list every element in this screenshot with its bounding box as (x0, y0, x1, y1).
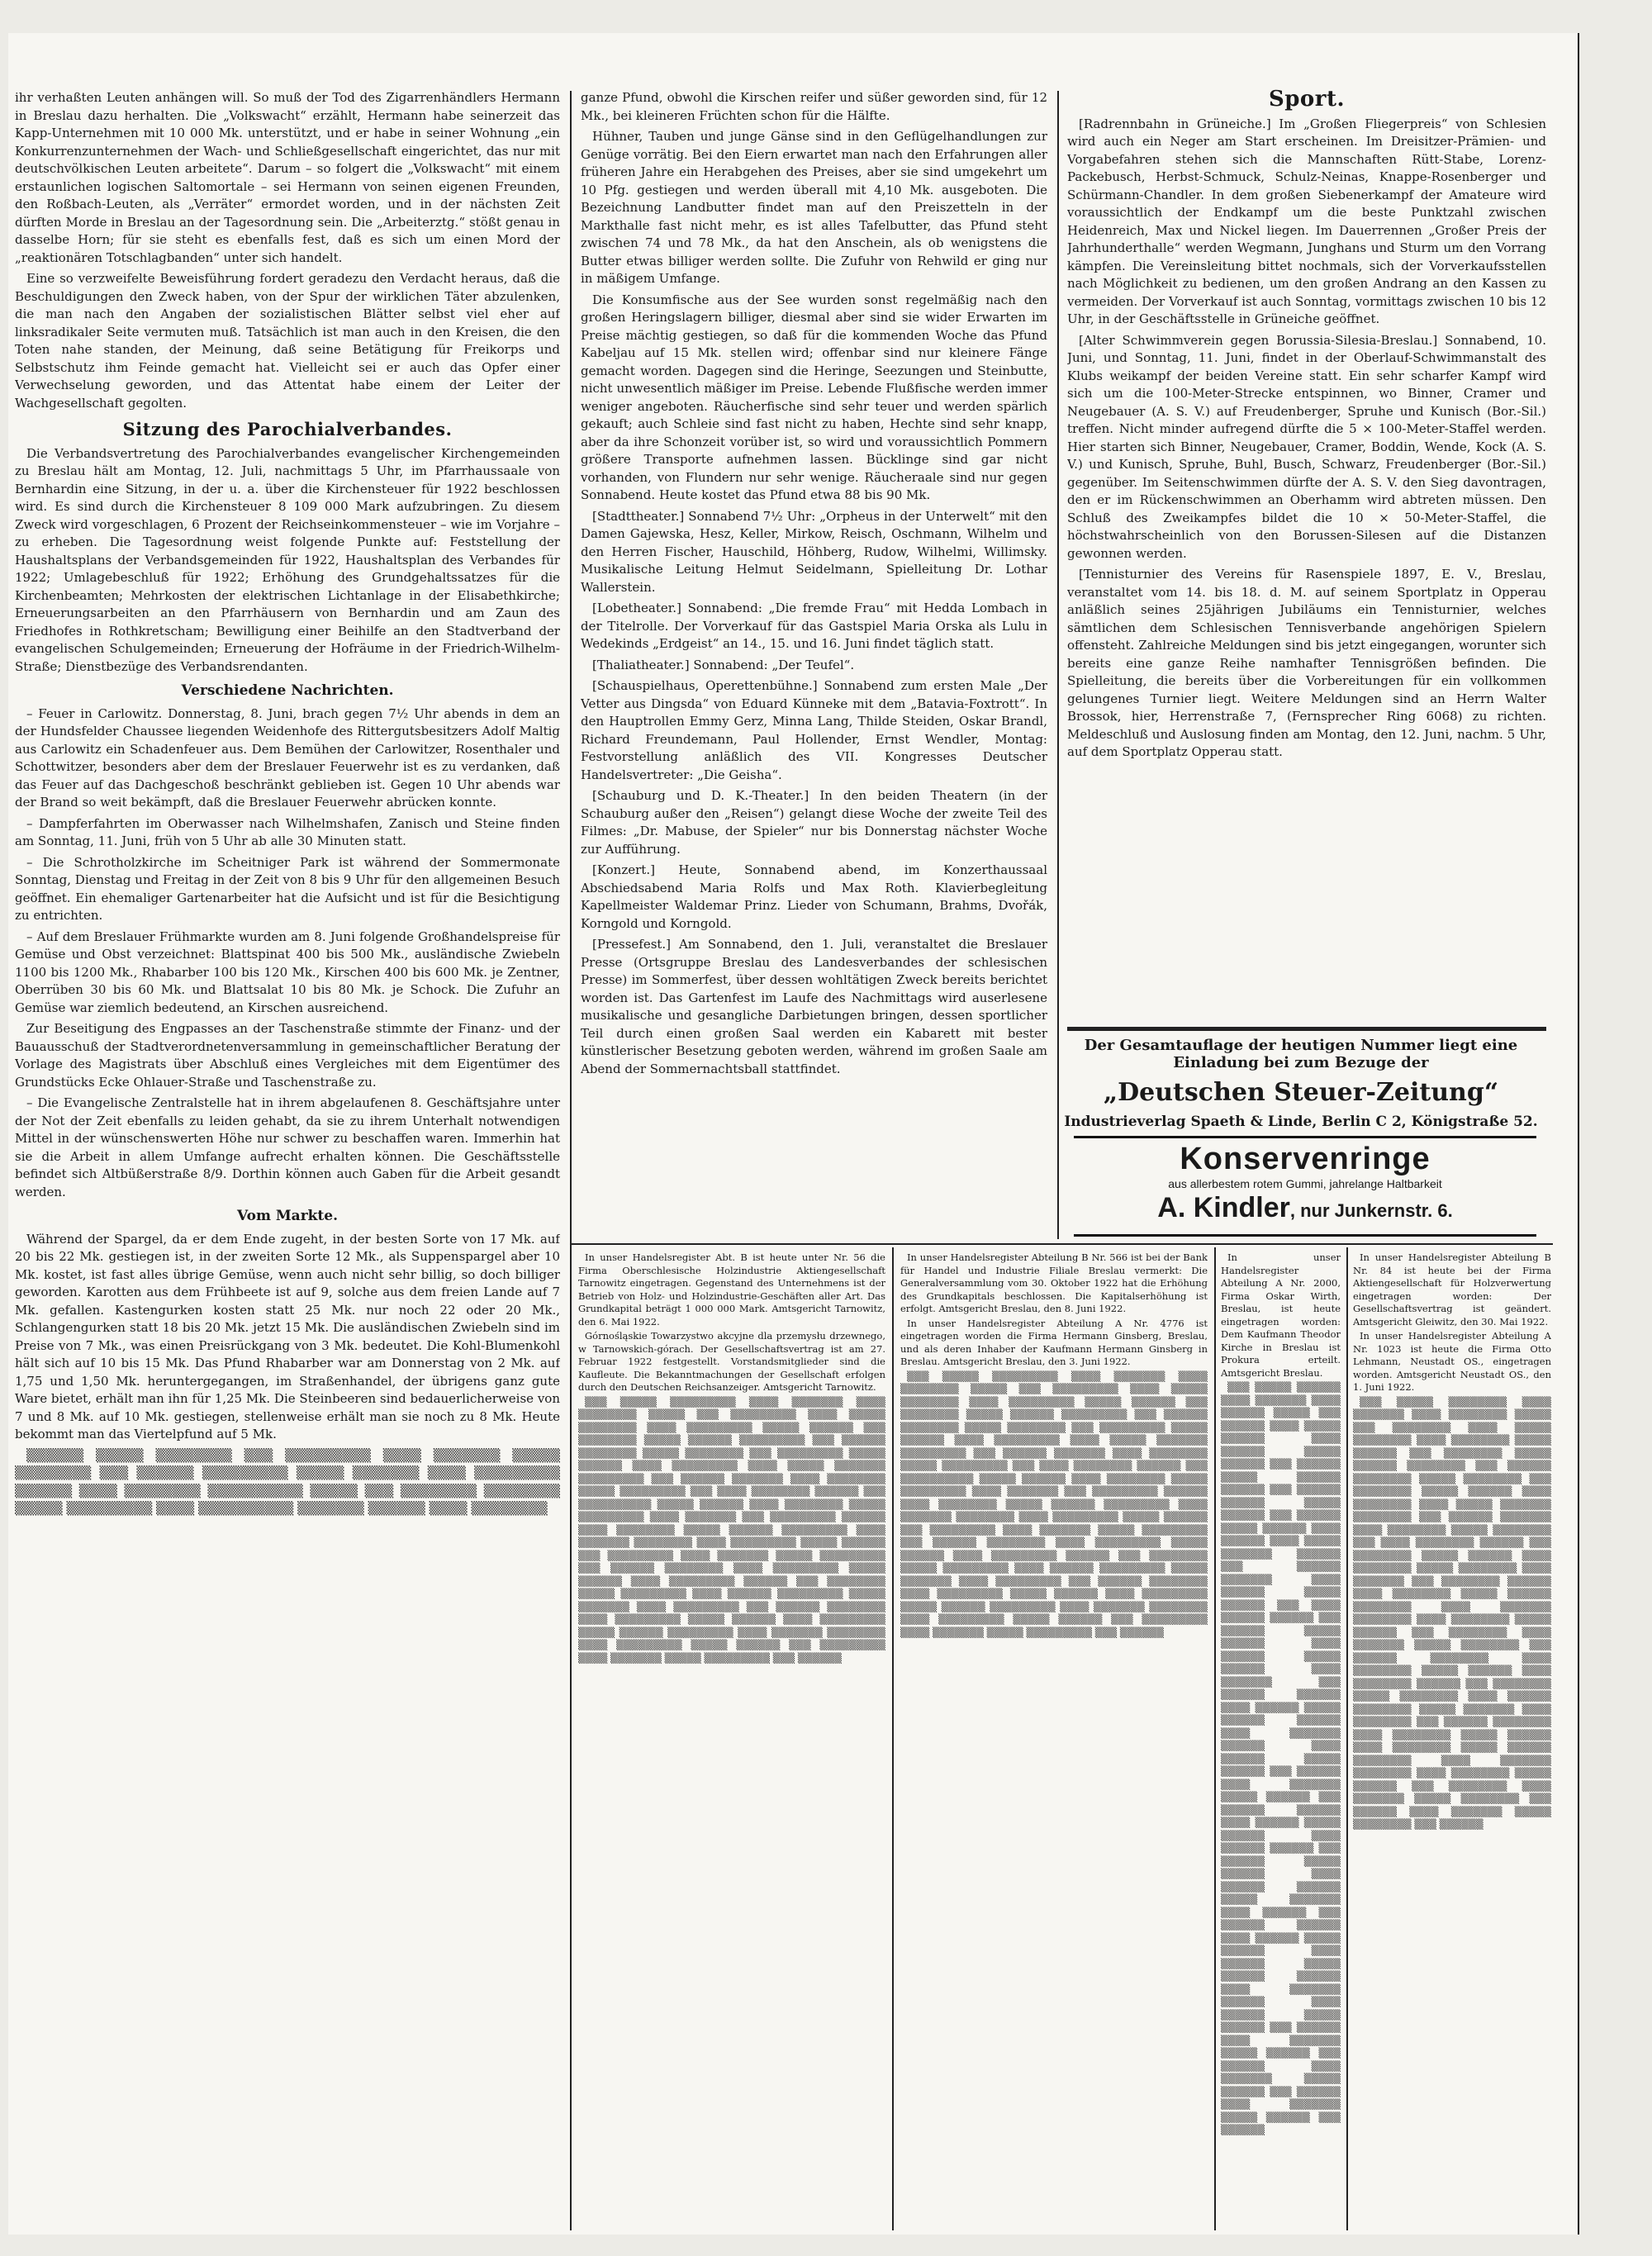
article-intro: ihr verhaßten Leuten anhängen will. So muß der Tod des Zigarrenhändlers Hermann in Breslau dazu herhalten. Die „Volkswacht“ erzählt, Hermann habe seinerzeit das Kapp-Unternehmen mit 10 000 Mk. unterstützt, und er habe in seiner Wohnung „ein Konkurrenzunternehmen der Wach- und Schließgesellschaft eingerichtet, das nur mit deutschvölkischen Leuten arbeitete“. Darum – so folgert die „Volkswacht“ mit einem erstaunlichen logischen Saltomortale – sei Hermann von seinen eigenen Freunden, den Roßbach-Leuten, als „Verräter“ ermordet worden, und in der nächsten Zeit dürften Morde in Breslau an der Tagesordnung sein. Die „Arbeiterztg.“ stößt genau in dasselbe Horn; für sie steht es ebenfalls fest, daß es sich um einen Mord der „reaktionären Totschlagbanden“ unter sich handelt. (15, 90, 560, 265)
section-rule (570, 1243, 1553, 1245)
text-filler: ▒▒▒ ▒▒▒▒▒ ▒▒▒▒▒▒ ▒▒▒▒ ▒▒▒▒▒▒▒ ▒▒▒▒ ▒▒▒▒▒▒ ▒▒▒▒▒ ▒▒▒ ▒▒▒▒▒▒ ▒▒▒▒ ▒▒▒▒▒ ▒▒▒▒▒▒ ▒▒▒▒ ▒▒▒▒▒▒ ▒▒▒▒▒ ▒▒▒▒▒▒ ▒▒▒ ▒▒▒▒▒▒ ▒▒▒▒▒ ▒▒▒▒▒▒ ▒▒▒▒▒▒ ▒▒▒ ▒▒▒▒▒▒ ▒▒▒▒▒▒ ▒▒▒▒▒ ▒▒▒▒▒▒ ▒▒▒ ▒▒▒▒▒▒ ▒▒▒▒▒ ▒▒▒▒▒▒ ▒▒▒▒ ▒▒▒▒▒▒ ▒▒▒▒ ▒▒▒▒▒ ▒▒▒▒▒▒▒ ▒▒▒▒▒▒ ▒▒▒ ▒▒▒▒▒▒ ▒▒▒▒▒▒▒ ▒▒▒▒ ▒▒▒▒▒▒ ▒▒▒▒▒ ▒▒▒▒▒▒ ▒▒▒ ▒▒▒▒ ▒▒▒▒▒▒ ▒▒▒▒▒▒ ▒▒▒ ▒▒▒▒▒▒ ▒▒▒▒▒ ▒▒▒▒▒▒ ▒▒▒▒ ▒▒▒▒▒▒ ▒▒▒▒▒ ▒▒▒▒▒▒ ▒▒▒▒ ▒▒▒▒▒▒▒ ▒▒▒ ▒▒▒▒▒▒ ▒▒▒▒▒▒ ▒▒▒▒ ▒▒▒▒▒▒ ▒▒▒▒▒ ▒▒▒▒▒▒ ▒▒▒▒▒▒ ▒▒▒▒ ▒▒▒▒▒▒▒ ▒▒▒▒▒▒ ▒▒▒▒ ▒▒▒▒▒▒ ▒▒▒▒▒ ▒▒▒▒▒▒ ▒▒▒ ▒▒▒▒▒▒ ▒▒▒▒ ▒▒▒▒▒▒▒ ▒▒▒▒▒ ▒▒▒▒▒▒ ▒▒▒ ▒▒▒▒▒▒ ▒▒▒▒▒▒ ▒▒▒▒ ▒▒▒▒▒▒ ▒▒▒▒▒ ▒▒▒▒▒▒ ▒▒▒▒ ▒▒▒▒▒▒ ▒▒▒▒▒▒ ▒▒▒ ▒▒▒▒▒▒ ▒▒▒▒▒ ▒▒▒▒▒▒ ▒▒▒▒ ▒▒▒▒▒▒ ▒▒▒▒▒▒ ▒▒▒▒▒ ▒▒▒▒▒▒▒ ▒▒▒▒ ▒▒▒▒▒▒ ▒▒▒ ▒▒▒▒▒▒ ▒▒▒▒▒▒ ▒▒▒▒ ▒▒▒▒▒▒ ▒▒▒▒▒ ▒▒▒▒▒▒ ▒▒▒▒ ▒▒▒▒▒▒ ▒▒▒▒▒ ▒▒▒▒▒▒ ▒▒▒▒▒▒ ▒▒▒▒ ▒▒▒▒▒▒▒ ▒▒▒▒▒▒ ▒▒▒▒ ▒▒▒▒▒▒ ▒▒▒▒▒ ▒▒▒▒▒▒ ▒▒▒ ▒▒▒▒▒▒ ▒▒▒▒ ▒▒▒▒▒▒▒ ▒▒▒▒▒ ▒▒▒▒▒▒ ▒▒▒ ▒▒▒▒▒▒ ▒▒▒▒ ▒▒▒▒▒▒▒ ▒▒▒▒▒ ▒▒▒▒▒▒ ▒▒▒ ▒▒▒▒▒▒ ▒▒▒▒ ▒▒▒▒▒▒▒ ▒▒▒▒▒ ▒▒▒▒▒▒ ▒▒▒ ▒▒▒▒▒▒ (1221, 1381, 1341, 2135)
register-entry: In unser Handelsregister Abteilung A Nr. 4776 ist eingetragen worden die Firma Hermann Ginsberg, Breslau, und als deren Inhaber der Kaufmann Hermann Ginsberg in Breslau. Amtsgericht Breslau, den 3. Juni 1922. (900, 1317, 1208, 1367)
notice-line-2: Einladung bei zum Bezuge der (1173, 1054, 1429, 1071)
news-item: Zur Beseitigung des Engpasses an der Taschenstraße stimmte der Finanz- und der Bauausschuß der Stadtverordnetenversammlung in gemeinschaftlicher Beratung der Vorlage des Magistrats über Abschluß eines Vergleiches mit dem Eigentümer des Grundstücks Ecke Ohlauer-Straße und Taschenstraße zu. (15, 1021, 560, 1090)
ad-title: Konservenringe (1180, 1142, 1431, 1176)
register-column-4 (1353, 1251, 1551, 2226)
theater-notice: [Stadttheater.] Sonnabend 7½ Uhr: „Orpheus in der Unterwelt“ mit den Damen Gajewska, Hesz, Keller, Mirkow, Reisch, Oschmann, Wilhelm und den Herren Fischer, Hauschild, Höhberg, Rudow, Wilhelmi, Willimsky. Musikalische Leitung Helmut Seidelmann, Spielleitung Dr. Lothar Wallerstein. (581, 508, 1047, 595)
press-festival-notice: [Pressefest.] Am Sonnabend, den 1. Juli, veranstaltet die Breslauer Presse (Ortsgruppe Breslau des Landesverbandes der schlesischen Presse) im Sommerfest, über dessen wohltätigen Zweck bereits berichtet worden ist. Das Gartenfest im Laufe des Nachmittags wird auserlesene musikalische und gesangliche Darbietungen bringen, dessen sportlicher Teil durch einen großen Saal werden ein Kabarett mit bester künstlerischer Besetzung geboten werden, während im großen Saale am Abend der Sommernachtsball stattfindet. (581, 937, 1047, 1076)
text-filler: ▒▒▒ ▒▒▒▒▒ ▒▒▒▒▒▒▒▒▒ ▒▒▒▒ ▒▒▒▒▒▒▒ ▒▒▒▒ ▒▒▒▒▒▒▒▒ ▒▒▒▒▒ ▒▒▒ ▒▒▒▒▒▒▒▒▒ ▒▒▒▒ ▒▒▒▒▒ ▒▒▒▒▒▒▒▒ ▒▒▒▒ ▒▒▒▒▒▒▒▒▒ ▒▒▒▒▒ ▒▒▒▒▒▒ ▒▒▒ ▒▒▒▒▒▒▒▒ ▒▒▒▒▒ ▒▒▒▒▒▒ ▒▒▒▒▒▒▒▒▒ ▒▒▒ ▒▒▒▒▒▒ ▒▒▒▒▒▒▒▒ ▒▒▒▒▒ ▒▒▒▒▒▒▒▒ ▒▒▒ ▒▒▒▒▒▒▒▒▒ ▒▒▒▒▒ ▒▒▒▒▒▒ ▒▒▒▒ ▒▒▒▒▒▒▒▒▒ ▒▒▒▒ ▒▒▒▒▒ ▒▒▒▒▒▒▒ ▒▒▒▒▒▒▒▒▒ ▒▒▒ ▒▒▒▒▒▒ ▒▒▒▒▒▒▒ ▒▒▒▒ ▒▒▒▒▒▒▒▒ ▒▒▒▒▒ ▒▒▒▒▒▒▒▒▒ ▒▒▒ ▒▒▒▒ ▒▒▒▒▒▒▒▒ ▒▒▒▒▒▒ ▒▒▒ ▒▒▒▒▒▒▒▒▒▒ ▒▒▒▒▒ ▒▒▒▒▒▒ ▒▒▒▒ ▒▒▒▒▒▒▒▒ ▒▒▒▒▒ ▒▒▒▒▒▒▒▒▒ ▒▒▒▒ ▒▒▒▒▒▒▒ ▒▒▒ ▒▒▒▒▒▒▒▒▒ ▒▒▒▒▒▒ ▒▒▒▒ ▒▒▒▒▒▒▒▒ ▒▒▒▒▒ ▒▒▒▒▒▒ ▒▒▒▒▒▒▒▒▒ ▒▒▒▒ ▒▒▒▒▒▒▒ ▒▒▒▒▒▒▒▒ ▒▒▒▒ ▒▒▒▒▒▒▒▒▒ ▒▒▒▒▒ ▒▒▒▒▒▒ ▒▒▒ ▒▒▒▒▒▒▒▒▒ ▒▒▒▒ ▒▒▒▒▒▒▒ ▒▒▒▒▒ ▒▒▒▒▒▒▒▒▒ ▒▒▒ ▒▒▒▒▒▒ ▒▒▒▒▒▒▒▒ ▒▒▒▒ ▒▒▒▒▒▒▒▒▒ ▒▒▒▒▒ ▒▒▒▒▒▒ ▒▒▒▒ ▒▒▒▒▒▒▒▒▒ ▒▒▒▒▒▒ ▒▒▒ ▒▒▒▒▒▒▒▒ ▒▒▒▒▒ ▒▒▒▒▒▒▒▒▒ ▒▒▒▒ ▒▒▒▒▒▒ ▒▒▒▒▒▒▒▒▒ ▒▒▒▒▒ ▒▒▒▒▒▒▒ ▒▒▒▒ ▒▒▒▒▒▒▒▒▒ ▒▒▒ ▒▒▒▒▒▒ ▒▒▒▒▒▒▒▒ ▒▒▒▒ ▒▒▒▒▒▒▒▒▒ ▒▒▒▒▒ ▒▒▒▒▒▒ ▒▒▒▒ ▒▒▒▒▒▒▒▒▒ ▒▒▒▒▒ ▒▒▒▒▒▒ ▒▒▒▒▒▒▒▒▒ ▒▒▒▒ ▒▒▒▒▒▒▒ ▒▒▒▒▒▒▒▒ ▒▒▒▒ ▒▒▒▒▒▒▒▒▒ ▒▒▒▒▒ ▒▒▒▒▒▒ ▒▒▒ ▒▒▒▒▒▒▒▒▒ ▒▒▒▒ ▒▒▒▒▒▒▒ ▒▒▒▒▒ ▒▒▒▒▒▒▒▒▒ ▒▒▒ ▒▒▒▒▒▒ (578, 1395, 885, 1664)
concert-notice: [Konzert.] Heute, Sonnabend abend, im Konzerthaussaal Abschiedsabend Maria Rolfs und Max Roth. Klavierbegleitung Kapellmeister Waldemar Prinz. Lieder von Schumann, Brahms, Dvořák, Korngold und Korngold. (581, 862, 1047, 931)
advertisement (1074, 1136, 1536, 1237)
column-rule (1214, 1247, 1216, 2230)
theater-notice: [Thaliatheater.] Sonnabend: „Der Teufel“. (592, 657, 855, 672)
register-entry: In unser Handelsregister Abteilung A Nr. 2000, Firma Oskar Wirth, Breslau, ist heute eingetragen worden: Dem Kaufmann Theodor Kirche in Breslau ist Prokura erteilt. Amtsgericht Breslau. (1221, 1251, 1341, 1379)
ad-tagline: aus allerbestem rotem Gummi, jahrelange Haltbarkeit (1168, 1177, 1442, 1190)
column-rule (1057, 91, 1059, 1239)
article-paragraph: Eine so verzweifelte Beweisführung fordert geradezu den Verdacht heraus, daß die Beschuldigungen den Zweck haben, von der Spur der wirklichen Täter abzulenken, die man nach den Angaben der sozialistischen Blätter selbst viel eher auf linksradikaler Seite vermuten muß. Tatsächlich ist man auch in den Kreisen, die den Toten nahe standen, der Meinung, daß seine Betätigung für Freikorps und Selbstschutz ihm Feinde gemacht hat. Vielleicht sei er auch das Opfer einer Verwechselung geworden, und das Attentat habe einem der Leiter der Wachgesellschaft gegolten. (15, 271, 560, 411)
notice-rule (1067, 1027, 1546, 1031)
text-filler: ▒▒▒ ▒▒▒▒▒ ▒▒▒▒▒▒▒▒▒ ▒▒▒▒ ▒▒▒▒▒▒▒ ▒▒▒▒ ▒▒▒▒▒▒▒▒ ▒▒▒▒▒ ▒▒▒ ▒▒▒▒▒▒▒▒▒ ▒▒▒▒ ▒▒▒▒▒ ▒▒▒▒▒▒▒▒ ▒▒▒▒ ▒▒▒▒▒▒▒▒▒ ▒▒▒▒▒ ▒▒▒▒▒▒ ▒▒▒ ▒▒▒▒▒▒▒▒ ▒▒▒▒▒ ▒▒▒▒▒▒ ▒▒▒▒▒▒▒▒▒ ▒▒▒ ▒▒▒▒▒▒ ▒▒▒▒▒▒▒▒ ▒▒▒▒▒ ▒▒▒▒▒▒▒▒ ▒▒▒ ▒▒▒▒▒▒▒▒▒ ▒▒▒▒▒ ▒▒▒▒▒▒ ▒▒▒▒ ▒▒▒▒▒▒▒▒▒ ▒▒▒▒ ▒▒▒▒▒ ▒▒▒▒▒▒▒ ▒▒▒▒▒▒▒▒▒ ▒▒▒ ▒▒▒▒▒▒ ▒▒▒▒▒▒▒ ▒▒▒▒ ▒▒▒▒▒▒▒▒ ▒▒▒▒▒ ▒▒▒▒▒▒▒▒▒ ▒▒▒ ▒▒▒▒ ▒▒▒▒▒▒▒▒ ▒▒▒▒▒▒ ▒▒▒ ▒▒▒▒▒▒▒▒▒▒ ▒▒▒▒▒ ▒▒▒▒▒▒ ▒▒▒▒ ▒▒▒▒▒▒▒▒ ▒▒▒▒▒ ▒▒▒▒▒▒▒▒▒ ▒▒▒▒ ▒▒▒▒▒▒▒ ▒▒▒ ▒▒▒▒▒▒▒▒▒ ▒▒▒▒▒▒ ▒▒▒▒ ▒▒▒▒▒▒▒▒ ▒▒▒▒▒ ▒▒▒▒▒▒ ▒▒▒▒▒▒▒▒▒ ▒▒▒▒ ▒▒▒▒▒▒▒ ▒▒▒▒▒▒▒▒ ▒▒▒▒ ▒▒▒▒▒▒▒▒▒ ▒▒▒▒▒ ▒▒▒▒▒▒ ▒▒▒ ▒▒▒▒▒▒▒▒▒ ▒▒▒▒ ▒▒▒▒▒▒▒ ▒▒▒▒▒ ▒▒▒▒▒▒▒▒▒ ▒▒▒ ▒▒▒▒▒▒ ▒▒▒▒▒▒▒▒ ▒▒▒▒ ▒▒▒▒▒▒▒▒▒ ▒▒▒▒▒ ▒▒▒▒▒▒ ▒▒▒▒ ▒▒▒▒▒▒▒▒▒ ▒▒▒▒▒▒ ▒▒▒ ▒▒▒▒▒▒▒▒ ▒▒▒▒▒ ▒▒▒▒▒▒▒▒▒ ▒▒▒▒ ▒▒▒▒▒▒ ▒▒▒▒▒▒▒▒▒ ▒▒▒▒▒ ▒▒▒▒▒▒▒ ▒▒▒▒ ▒▒▒▒▒▒▒▒▒ ▒▒▒ ▒▒▒▒▒▒ ▒▒▒▒▒▒▒▒ ▒▒▒▒ ▒▒▒▒▒▒▒▒▒ ▒▒▒▒▒ ▒▒▒▒▒▒ ▒▒▒▒ ▒▒▒▒▒▒▒▒▒ ▒▒▒▒▒ ▒▒▒▒▒▒ ▒▒▒▒▒▒▒▒▒ ▒▒▒▒ ▒▒▒▒▒▒▒ ▒▒▒▒▒▒▒▒ ▒▒▒▒ ▒▒▒▒▒▒▒▒▒ ▒▒▒▒▒ ▒▒▒▒▒▒ ▒▒▒ ▒▒▒▒▒▒▒▒▒ ▒▒▒▒ ▒▒▒▒▒▒▒ ▒▒▒▒▒ ▒▒▒▒▒▒▒▒▒ ▒▒▒ ▒▒▒▒▒▒ (900, 1370, 1208, 1638)
news-item: – Dampferfahrten im Oberwasser nach Wilhelmshafen, Zanisch und Steine finden am Sonntag, 11. Juni, früh von 5 Uhr ab alle 30 Minuten statt. (15, 815, 560, 848)
news-item: – Die Evangelische Zentralstelle hat in ihrem abgelaufenen 8. Geschäftsjahre unter der Not der Zeit ebenfalls zu leiden gehabt, da sie zu ihrem Unterhalt notwendigen Mittel in der wünschenswerten Höhe nur schwer zu beschaffen waren. Immerhin hat sie die Arbeit in allem Umfange aufrecht erhalten können. Die Geschäftsstelle befindet sich Altbüßerstraße 8/9. Dorthin können auch Gaben für die Arbeit gesandt werden. (15, 1095, 560, 1199)
register-entry: In unser Handelsregister Abteilung B Nr. 566 ist bei der Bank für Handel und Industrie Filiale Breslau vermerkt: Die Generalversammlung vom 30. Oktober 1922 hat die Erhöhung des Grundkapitals beschlossen. Die Kapitalserhöhung ist erfolgt. Amtsgericht Breslau, den 8. Juni 1922. (900, 1251, 1208, 1314)
article-paragraph: Die Verbandsvertretung des Parochialverbandes evangelischer Kirchengemeinden zu Breslau hält am Montag, 12. Juli, nachmittags 5 Uhr, im Pfarrhaussaale von Bernhardin eine Sitzung, in der u. a. über die Kirchensteuer für 1922 beschlossen wird. Es sind durch die Kirchensteuer 8 109 000 Mark aufzubringen. Zu diesem Zweck wird vorgeschlagen, 6 Prozent der Reichseinkommensteuer – wie im Vorjahre – zu erheben. Die Tagesordnung weist folgende Punkte auf: Feststellung der Haushaltsplans der Verbandsgemeinden für 1922, Haushaltsplan des Verbandes für 1922; Umlagebeschluß für 1922; Erhöhung des Grundgehaltssatzes für die Kirchenbeamten; Mehrkosten der elektrischen Lichtanlage in der Elisabethkirche; Erneuerungsarbeiten an den Pfarrhäusern von Bernhardin und am Zaun des Friedhofes in Rothkretscham; Bewilligung einer Beihilfe an den Stadtverband der evangelischen Schulgemeinden; Erneuerung der Hofräume in der Friedrich-Wilhelm-Straße; Dienstbezüge des Verbandsrendanten. (15, 445, 560, 674)
notice-publisher: Industrieverlag Spaeth & Linde, Berlin C 2, Königstraße 52. (1064, 1114, 1538, 1130)
register-entry: Górnośląskie Towarzystwo akcyjne dla przemysłu drzewnego, w Tarnowskich-górach. Der Gesellschaftsvertrag ist am 27. Februar 1922 festgestellt. Vorstandsmitglieder sind die Kaufleute. Die Bekanntmachungen der Gesellschaft erfolgen durch den Deutschen Reichsanzeiger. Amtsgericht Tarnowitz. (578, 1330, 885, 1393)
column-sport (1067, 89, 1546, 1023)
register-entry: In unser Handelsregister Abteilung B Nr. 84 ist heute bei der Firma Aktiengesellschaft für Holzverwertung eingetragen worden: Der Gesellschaftsvertrag ist geändert. Amtsgericht Gleiwitz, den 30. Mai 1922. (1353, 1251, 1551, 1327)
register-column-2 (900, 1251, 1208, 2226)
market-report: Während der Spargel, da er dem Ende zugeht, in der besten Sorte von 17 Mk. auf 20 bis 22 Mk. gestiegen ist, in der zweiten Sorte 12 Mk., als Suppenspargel aber 10 Mk. kostet, ist fast alles übrige Gemüse, wenn auch nicht sehr billig, so doch billiger geworden. Karotten aus dem Frühbeete ist auf 9, solche aus dem freien Lande auf 7 Mk. gefallen. Kastengurken kosten statt 25 Mk. nur noch 22 oder 20 Mk., Schlangengurken statt 18 bis 20 Mk. jetzt 15 Mk. Die ausländischen Zwiebeln sind im Preise von 7 Mk., was einen Preisrückgang von 3 Mk. bedeutet. Die Kohl-Blumenkohl hält sich auf 10 bis 15 Mk. Das Pfund Rhabarber war am Donnerstag von 2 Mk. auf 1,75 und 1,50 Mk. heruntergegangen, im Straßenhandel, der übrigens ganz gute Ware bietet, erhält man ihn für 1,25 Mk. Die Steinbeeren sind bedauerlicherweise von 7 und 8 Mk. auf 10 Mk. gestiegen, stellenweise erhält man sie noch zu 8 Mk. Heute bekommt man das Viertelpfund auf 5 Mk. (15, 1231, 560, 1441)
sport-item: [Tennisturnier des Vereins für Rasenspiele 1897, E. V., Breslau, veranstaltet vom 14. bis 18. d. M. auf seinem Sportplatz in Opperau anläßlich seines 25jährigen Jubiläums ein Tennisturnier, welches sämtlichen dem Schlesischen Tennisverbande angehörigen Spielern offensteht. Zahlreiche Meldungen sind bis jetzt eingegangen, worunter sich bereits eine ganze Reihe namhafter Tennisgrößen befinden. Die Spielleitung, die bereits über die Vorbereitungen für ein vollkommen gelungenes Turnier liegt. Weitere Meldungen sind an Herrn Walter Brossok, hier, Herrenstraße 7, (Fernsprecher Ring 6068) zu richten. Meldeschluß und Auslosung finden am Montag, den 12. Juni, nachm. 5 Uhr, auf dem Sportplatz Opperau statt. (1067, 567, 1546, 759)
text-filler: ▒▒▒ ▒▒▒▒▒ ▒▒▒▒▒▒▒▒ ▒▒▒▒ ▒▒▒▒▒▒▒ ▒▒▒▒ ▒▒▒▒▒▒▒▒ ▒▒▒▒▒ ▒▒▒ ▒▒▒▒▒▒▒▒ ▒▒▒▒ ▒▒▒▒▒ ▒▒▒▒▒▒▒▒ ▒▒▒▒ ▒▒▒▒▒▒▒▒ ▒▒▒▒▒ ▒▒▒▒▒▒ ▒▒▒ ▒▒▒▒▒▒▒▒ ▒▒▒▒▒ ▒▒▒▒▒▒ ▒▒▒▒▒▒▒▒ ▒▒▒ ▒▒▒▒▒▒ ▒▒▒▒▒▒▒▒ ▒▒▒▒▒ ▒▒▒▒▒▒▒▒ ▒▒▒ ▒▒▒▒▒▒▒▒ ▒▒▒▒▒ ▒▒▒▒▒▒ ▒▒▒▒ ▒▒▒▒▒▒▒▒ ▒▒▒▒ ▒▒▒▒▒ ▒▒▒▒▒▒▒ ▒▒▒▒▒▒▒▒ ▒▒▒ ▒▒▒▒▒▒ ▒▒▒▒▒▒▒ ▒▒▒▒ ▒▒▒▒▒▒▒▒ ▒▒▒▒▒ ▒▒▒▒▒▒▒▒ ▒▒▒ ▒▒▒▒ ▒▒▒▒▒▒▒▒ ▒▒▒▒▒▒ ▒▒▒ ▒▒▒▒▒▒▒▒ ▒▒▒▒▒ ▒▒▒▒▒▒ ▒▒▒▒ ▒▒▒▒▒▒▒▒ ▒▒▒▒▒ ▒▒▒▒▒▒▒▒ ▒▒▒▒ ▒▒▒▒▒▒▒ ▒▒▒ ▒▒▒▒▒▒▒▒ ▒▒▒▒▒▒ ▒▒▒▒ ▒▒▒▒▒▒▒▒ ▒▒▒▒▒ ▒▒▒▒▒▒ ▒▒▒▒▒▒▒▒ ▒▒▒▒ ▒▒▒▒▒▒▒ ▒▒▒▒▒▒▒▒ ▒▒▒▒ ▒▒▒▒▒▒▒▒ ▒▒▒▒▒ ▒▒▒▒▒▒ ▒▒▒ ▒▒▒▒▒▒▒▒ ▒▒▒▒ ▒▒▒▒▒▒▒ ▒▒▒▒▒ ▒▒▒▒▒▒▒▒ ▒▒▒ ▒▒▒▒▒▒ ▒▒▒▒▒▒▒▒ ▒▒▒▒ ▒▒▒▒▒▒▒▒ ▒▒▒▒▒ ▒▒▒▒▒▒ ▒▒▒▒ ▒▒▒▒▒▒▒▒ ▒▒▒▒▒▒ ▒▒▒ ▒▒▒▒▒▒▒▒ ▒▒▒▒▒ ▒▒▒▒▒▒▒▒ ▒▒▒▒ ▒▒▒▒▒▒ ▒▒▒▒▒▒▒▒ ▒▒▒▒▒ ▒▒▒▒▒▒▒ ▒▒▒▒ ▒▒▒▒▒▒▒▒ ▒▒▒ ▒▒▒▒▒▒ ▒▒▒▒▒▒▒▒ ▒▒▒▒ ▒▒▒▒▒▒▒▒ ▒▒▒▒▒ ▒▒▒▒▒▒ ▒▒▒▒ ▒▒▒▒▒▒▒▒ ▒▒▒▒▒ ▒▒▒▒▒▒ ▒▒▒▒▒▒▒▒ ▒▒▒▒ ▒▒▒▒▒▒▒ ▒▒▒▒▒▒▒▒ ▒▒▒▒ ▒▒▒▒▒▒▒▒ ▒▒▒▒▒ ▒▒▒▒▒▒ ▒▒▒ ▒▒▒▒▒▒▒▒ ▒▒▒▒ ▒▒▒▒▒▒▒ ▒▒▒▒▒ ▒▒▒▒▒▒▒▒ ▒▒▒ ▒▒▒▒▒▒ ▒▒▒▒ ▒▒▒▒▒▒▒ ▒▒▒▒▒ ▒▒▒▒▒▒▒▒ ▒▒▒ ▒▒▒▒▒▒ (1353, 1395, 1551, 1830)
notice-line-1: Der Gesamtauflage der heutigen Nummer liegt eine (1084, 1037, 1518, 1054)
column-rule (892, 1247, 894, 2230)
market-paragraph: Die Konsumfische aus der See wurden sonst regelmäßig nach den großen Heringslagern billiger, diesmal aber sind sie wider Erwarten im Preise mächtig gestiegen, so daß für die kommenden Woche das Pfund Kabeljau auf 15 Mk. stellen wird; offenbar sind nur kleinere Fänge gemacht worden. Dagegen sind die Heringe, Seezungen und Steinbutte, nicht unwesentlich mäßiger im Preise. Lebende Flußfische werden immer weniger angeboten. Räucherfische sind sehr teuer und werden spärlich gekauft; auch Schleie sind fast nicht zu haben, Hechte sind sehr knapp, aber da ihre Schonzeit vorüber ist, so wird und voraussichtlich Pommern größere Transporte aufnehmen lassen. Bücklinge sind gar nicht vorhanden, von Flundern nur sehr wenige. Räucheraale sind nur gegen Sonnabend. Heute kostet das Pfund etwa 88 bis 90 Mk. (581, 292, 1047, 502)
headline-nachrichten: Verschiedene Nachrichten. (181, 682, 394, 699)
theater-notice: [Lobetheater.] Sonnabend: „Die fremde Frau“ mit Hedda Lombach in der Titelrolle. Der Vorverkauf für das Gastspiel Maria Orska als Lulu in Wedekinds „Erdgeist“ an 14., 15. und 16. Juni findet täglich statt. (581, 601, 1047, 651)
register-entry: In unser Handelsregister Abt. B ist heute unter Nr. 56 die Firma Oberschlesische Holzindustrie Aktiengesellschaft Tarnowitz eingetragen. Gegenstand des Unternehmens ist der Betrieb von Holz- und Holzindustrie-Geschäften aller Art. Das Grundkapital beträgt 1 000 000 Mark. Amtsgericht Tarnowitz, den 6. Mai 1922. (578, 1251, 885, 1327)
register-entry: In unser Handelsregister Abteilung A Nr. 1023 ist heute die Firma Otto Lehmann, Neustadt OS., eingetragen worden. Amtsgericht Neustadt OS., den 1. Juni 1922. (1353, 1330, 1551, 1393)
column-2 (581, 89, 1047, 1233)
market-paragraph: Hühner, Tauben und junge Gänse sind in den Geflügelhandlungen zur Genüge vorrätig. Bei den Eiern erwartet man nach den Erfahrungen aller früheren Jahre ein Herabgehen des Preises, aber sie sind umgekehrt um 10 Pfg. gestiegen und werden überall mit 4,10 Mk. ausgeboten. Die Bezeichnung Landbutter findet man auf den Preiszetteln in der Markthalle fast nicht mehr, es ist alles Tafelbutter, das Pfund steht zwischen 74 und 78 Mk., da hat den Anschein, als ob wenigstens die Butter etwas billiger werden sollte. Die Zufuhr von Rehwild er ging nur in mäßigem Umfange. (581, 129, 1047, 286)
newspaper-page (8, 33, 1578, 2235)
news-item: – Feuer in Carlowitz. Donnerstag, 8. Juni, brach gegen 7½ Uhr abends in dem an der Hundsfelder Chaussee liegenden Weidenhofe des Rittergutsbesitzers Adolf Maltig aus Carlowitz ein Schadenfeuer aus. Dem Bemühen der Carlowitzer, Rosenthaler und Schottwitzer, besonders aber dem der Breslauer Feuerwehr ist es zu verdanken, daß das Feuer auf das Dachgeschoß beschränkt geblieben ist. Gegen 10 Uhr abends war der Brand so weit bekämpft, daß die Breslauer Feuerwehr abrücken konnte. (15, 705, 560, 810)
text-filler: ▒▒▒▒▒▒ ▒▒▒▒▒ ▒▒▒▒▒▒▒▒ ▒▒▒ ▒▒▒▒▒▒▒▒▒ ▒▒▒▒ ▒▒▒▒▒▒▒ ▒▒▒▒▒ ▒▒▒▒▒▒▒▒ ▒▒▒ ▒▒▒▒▒▒ ▒▒▒▒▒▒▒▒▒ ▒▒▒▒▒ ▒▒▒▒▒▒▒ ▒▒▒▒ ▒▒▒▒▒▒▒▒▒ ▒▒▒▒▒▒ ▒▒▒▒ ▒▒▒▒▒▒▒▒ ▒▒▒▒▒▒▒▒▒▒ ▒▒▒▒▒ ▒▒▒ ▒▒▒▒▒▒▒▒ ▒▒▒▒▒▒▒▒ ▒▒▒▒▒ ▒▒▒▒▒▒▒▒▒ ▒▒▒▒ ▒▒▒▒▒▒▒▒▒▒ ▒▒▒▒▒▒▒ ▒▒▒▒▒▒ ▒▒▒▒ ▒▒▒▒▒▒▒▒ (15, 1447, 560, 1516)
column-rule (1346, 1247, 1348, 2230)
theater-notice: [Schauburg und D. K.-Theater.] In den beiden Theatern (in der Schauburg außer den „Reisen“) gelangt diese Woche der zweite Teil des Filmes: „Dr. Mabuse, der Spieler“ nur bis Donnerstag nächster Woche zur Aufführung. (581, 788, 1047, 857)
column-1 (15, 89, 560, 2229)
theater-notice: [Schauspielhaus, Operettenbühne.] Sonnabend zum ersten Male „Der Vetter aus Dingsda“ von Eduard Künneke mit dem „Batavia-Foxtrott“. In den Hauptrollen Emmy Gerz, Minna Lang, Thilde Steiden, Oskar Brandl, Richard Freundemann, Paul Hollender, Ernst Wendler, Montag: Festvorstellung anläßlich des VII. Kongresses Deutscher Handelsvertreter: „Die Geisha“. (581, 678, 1047, 782)
column-rule (570, 91, 572, 1239)
market-continued: ganze Pfund, obwohl die Kirschen reifer und süßer geworden sind, für 12 Mk., bei kleineren Früchten schon für die Hälfte. (581, 90, 1047, 123)
news-item: – Auf dem Breslauer Frühmarkte wurden am 8. Juni folgende Großhandelspreise für Gemüse und Obst verzeichnet: Blattspinat 400 bis 500 Mk., ausländische Zwiebeln 1100 bis 1200 Mk., Rhabarber 100 bis 120 Mk., Kirschen 400 bis 600 Mk. je Zentner, Oberrüben 30 bis 60 Mk. und Blattsalat 10 bis 80 Mk. je Schock. Die Zufuhr an Gemüse war ziemlich bedeutend, an Kirschen ausreichend. (15, 929, 560, 1015)
sport-item: [Alter Schwimmverein gegen Borussia-Silesia-Breslau.] Sonnabend, 10. Juni, und Sonntag, 11. Juni, findet in der Oberlauf-Schwimmanstalt des Klubs weikampf der beiden Vereine statt. Ein sehr scharfer Kampf wird sich um die 100-Meter-Strecke entspinnen, wo Binner, Cramer und Neugebauer (A. S. V.) auf Freudenberger, Spruhe und Kunisch (Bor.-Sil.) treffen. Nicht minder aufregend dürfte die 5 × 100-Meter-Staffel werden. Hier starten sich Binner, Neugebauer, Cramer, Boddin, Wende, Kock (A. S. V.) und Kunisch, Spruhe, Buhl, Busch, Schwarz, Freudenberger (Bor.-Sil.) gegenüber. Im Seitenschwimmen dürfte der A. S. V. den Sieg davontragen, den er im Rückenschwimmen an Oberhamm wird abtreten müssen. Den Schluß des Zweikampfes bildet die 10 × 50-Meter-Staffel, die höchstwahrscheinlich von den Borussen-Silesen auf die Distanzen gewonnen werden. (1067, 332, 1546, 561)
register-column-1 (578, 1251, 885, 2226)
notice-paper-title: „Deutschen Steuer-Zeitung“ (1103, 1078, 1499, 1107)
headline-markt: Vom Markte. (236, 1208, 339, 1224)
column-rule (570, 1239, 572, 2230)
register-column-3 (1221, 1251, 1341, 2226)
ad-address: , nur Junkernstr. 6. (1289, 1200, 1453, 1221)
ad-firm: A. Kindler (1157, 1192, 1290, 1223)
sport-item: [Radrennbahn in Grüneiche.] Im „Großen Fliegerpreis“ von Schlesien wird auch ein Neger am Start erscheinen. Im Dreisitzer-Prämien- und Vorgabefahren stehen sich die Mannschaften Rütt-Stabe, Lorenz-Packebusch, Herbst-Schmuck, Schulz-Neinas, Knappe-Rosenberger und Schürmann-Chandler. In dem großen Siebenerkampf der Amateure wird voraussichtlich der Endkampf um die beste Punktzahl zwischen Heidenreich, Max und Nickel liegen. Im Dauerrennen „Großer Preis der Jahrhunderthalle“ werden Wegmann, Junghans und Sturm um den Vorrang kämpfen. Die Vereinsleitung bittet nochmals, sich der Vorverkaufsstellen nach Möglichkeit zu bedienen, um den großen Andrang an den Kassen zu vermeiden. Der Vorverkauf ist auch Sonntag, vormittags zwischen 10 bis 12 Uhr, in der Geschäftsstelle in Grüneiche geöffnet. (1067, 116, 1546, 326)
supplement-notice (1061, 1037, 1540, 1130)
sport-title: Sport. (1268, 89, 1346, 112)
headline-parochialverband: Sitzung des Parochialverbandes. (122, 419, 453, 439)
news-item: – Die Schrotholzkirche im Scheitniger Park ist während der Sommermonate Sonntag, Dienstag und Freitag in der Zeit von 8 bis 9 Uhr für den allgemeinen Besuch geöffnet. Ein ehemaliger Gartenarbeiter hat die Aufsicht und ist für die Besichtigung zu entrichten. (15, 854, 560, 923)
